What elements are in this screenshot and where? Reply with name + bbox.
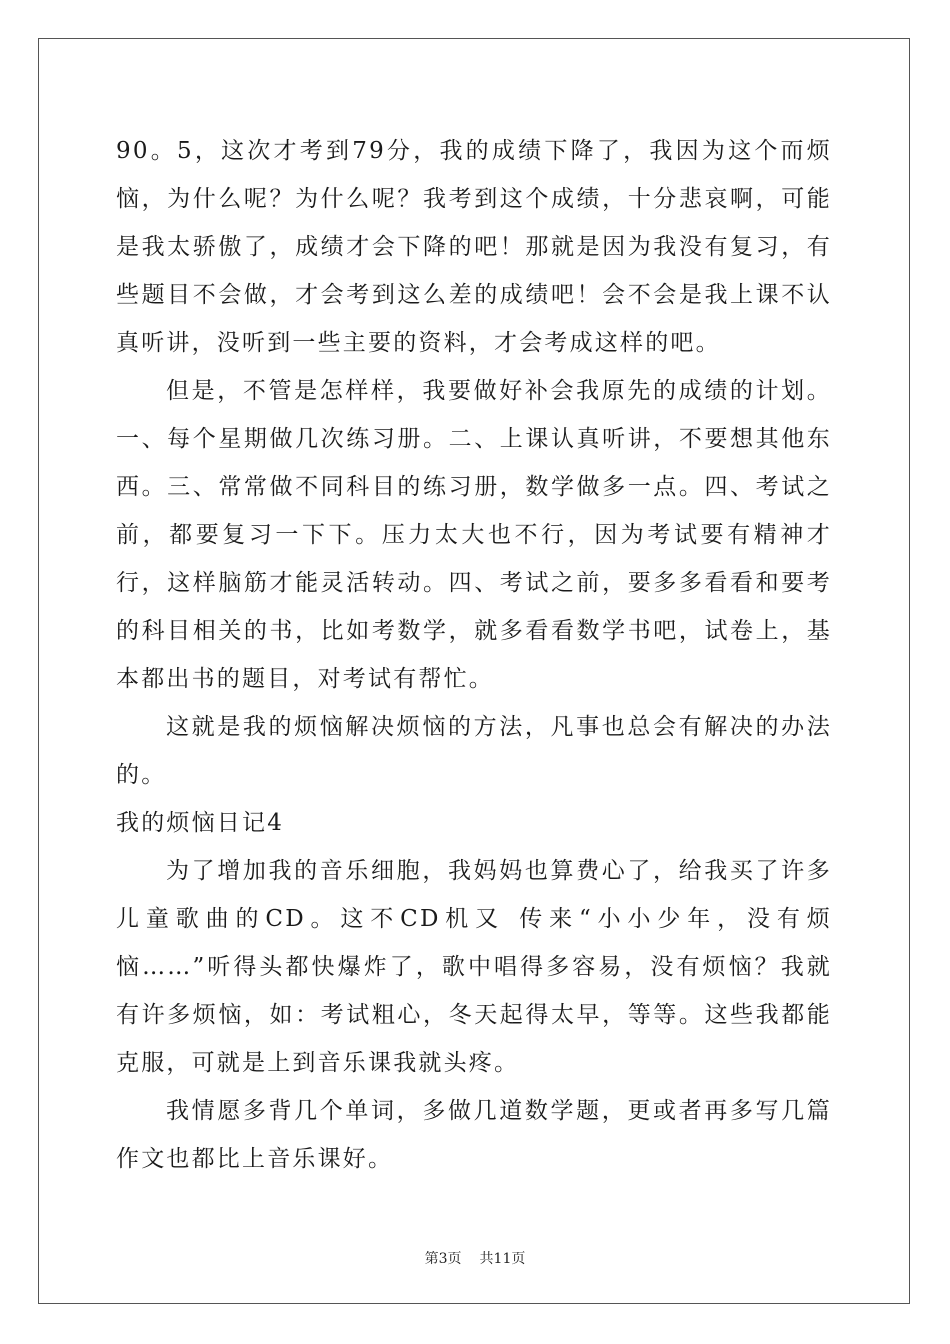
- paragraph-1: 90。5，这次才考到79分，我的成绩下降了，我因为这个而烦恼，为什么呢？为什么呢？我考到这个成绩，十分悲哀啊，可能是我太骄傲了，成绩才会下降的吧！那就是因为我没有复习，有些题目不会做，才会考到这么差的成绩吧！会不会是我上课不认真听讲，没听到一些主要的资料，才会考成这样的吧。: [116, 138, 832, 356]
- page-footer: [0, 1248, 950, 1268]
- document-body: [116, 127, 832, 1183]
- paragraph-2: 但是，不管是怎样样，我要做好补会我原先的成绩的计划。一、每个星期做几次练习册。二、上课认真听讲，不要想其他东西。三、常常做不同科目的练习册，数学做多一点。四、考试之前，都要复习一下下。压力太大也不行，因为考试要有精神才行，这样脑筋才能灵活转动。四、考试之前，要多多看看和要考的科目相关的书，比如考数学，就多看看数学书吧，试卷上，基本都出书的题目，对考试有帮忙。: [116, 378, 832, 692]
- paragraph-5: 我情愿多背几个单词，多做几道数学题，更或者再多写几篇作文也都比上音乐课好。: [116, 1098, 832, 1172]
- paragraph-3: 这就是我的烦恼解决烦恼的方法，凡事也总会有解决的办法的。: [116, 714, 832, 788]
- paragraph-4: 为了增加我的音乐细胞，我妈妈也算费心了，给我买了许多儿童歌曲的CD。这不CD机又 传来“小小少年，没有烦恼……”听得头都快爆炸了，歌中唱得多容易，没有烦恼？我就有许多烦恼，如：考试粗心，冬天起得太早，等等。这些我都能克服，可就是上到音乐课我就头疼。: [116, 858, 832, 1076]
- page-total: 共11页: [479, 1251, 526, 1267]
- page-number: 第3页: [424, 1251, 462, 1267]
- section-heading: 我的烦恼日记4: [116, 810, 285, 836]
